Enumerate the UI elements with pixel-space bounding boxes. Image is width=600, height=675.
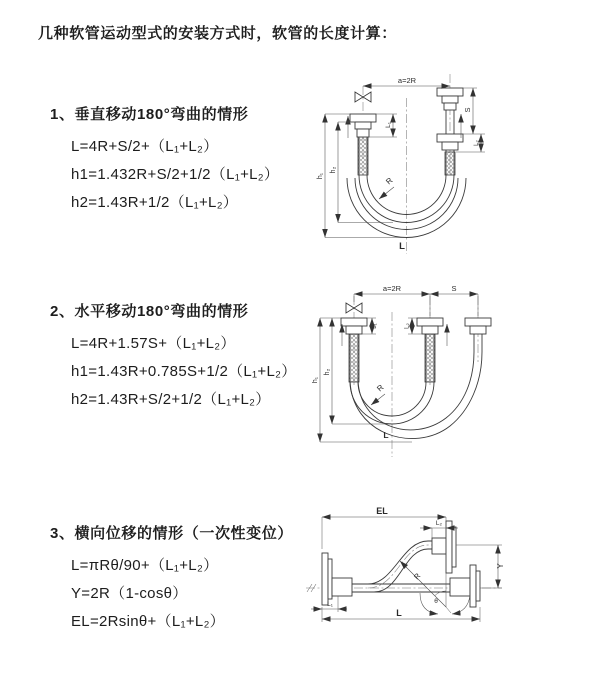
dim-l-label: L <box>399 241 405 252</box>
left-fitting <box>350 114 376 137</box>
dim-h1-label: h₁ <box>312 376 319 384</box>
dim-el-label: EL <box>376 506 388 516</box>
left-flange <box>322 553 352 605</box>
formula-y: Y=2R（1-cosθ） <box>71 585 188 602</box>
dim-l1-label: L₁ <box>372 323 378 329</box>
section-1 <box>50 103 279 217</box>
dim-theta-label: θ <box>434 598 438 605</box>
dim-h2-label: h₂ <box>324 368 331 376</box>
upper-flange <box>432 521 456 573</box>
right-fitting-upper <box>437 88 463 110</box>
section-3 <box>50 522 293 636</box>
dim-l-label: L <box>383 430 389 440</box>
dim-r-label: R <box>384 175 395 187</box>
formula-el: EL=2Rsinθ+（L₁+L₂） <box>71 613 225 630</box>
formula-h2: h2=1.43R+S/2+1/2（L₁+L₂） <box>71 391 271 408</box>
section-3-heading: 3、横向位移的情形（一次性变位） <box>50 525 293 542</box>
formula-l: L=4R+S/2+（L₁+L₂） <box>71 138 219 155</box>
dimensions <box>317 76 485 252</box>
section-2 <box>50 300 297 414</box>
right-flange <box>450 565 480 607</box>
diagram-lateral-displacement <box>298 505 596 637</box>
section-2-heading: 2、水平移动180°弯曲的情形 <box>50 303 249 320</box>
page-title: 几种软管运动型式的安装方式时，软管的长度计算： <box>38 25 397 42</box>
dim-l2-label: L₂ <box>404 323 411 329</box>
centerlines <box>363 74 450 254</box>
middle-fitting <box>417 318 443 334</box>
formula-h2: h2=1.43R+1/2（L₁+L₂） <box>71 194 239 211</box>
dim-l1-bottom-label: L₁ <box>327 601 333 608</box>
dim-l-label: L <box>396 608 402 618</box>
braid-section-middle <box>425 334 435 382</box>
section-3-formulas <box>50 552 293 636</box>
braid-section-left <box>358 137 368 175</box>
dim-s-label: S <box>463 107 472 113</box>
centerlines <box>354 296 478 457</box>
dim-a2r-label: a=2R <box>382 284 402 293</box>
braid-section-left <box>349 334 359 382</box>
dim-r-label: R <box>412 571 423 582</box>
dimensions <box>312 284 478 442</box>
dim-a2r-label: a=2R <box>397 76 417 85</box>
braid-section-right <box>445 152 455 175</box>
hose-u-bend <box>349 334 482 439</box>
dim-h1-label: h₁ <box>317 172 324 180</box>
section-1-formulas <box>50 133 279 217</box>
formula-h1: h1=1.43R+0.785S+1/2（L₁+L₂） <box>71 363 297 380</box>
dim-l1-label: L₁ <box>385 122 392 128</box>
formula-l: L=4R+1.57S+（L₁+L₂） <box>71 335 236 352</box>
section-1-heading: 1、垂直移动180°弯曲的情形 <box>50 106 249 123</box>
right-fitting-lower <box>437 134 463 150</box>
section-2-formulas <box>50 330 297 414</box>
dim-l2-top-label: L₂ <box>435 520 443 527</box>
dim-r-label: R <box>375 382 386 394</box>
dim-y-label: Y <box>496 563 505 569</box>
formula-h1: h1=1.432R+S/2+1/2（L₁+L₂） <box>71 166 280 183</box>
right-fitting <box>465 318 491 334</box>
dim-l2-label: L₂ <box>474 140 480 146</box>
left-fitting <box>341 318 367 334</box>
diagram-horizontal-travel-180-bend <box>312 282 592 464</box>
diagram-vertical-travel-180-bend <box>315 70 585 258</box>
dim-h2-label: h₂ <box>330 166 337 174</box>
dim-s-label: S <box>451 284 457 293</box>
formula-l: L=πRθ/90+（L₁+L₂） <box>71 557 219 574</box>
construction-lines <box>400 517 470 614</box>
